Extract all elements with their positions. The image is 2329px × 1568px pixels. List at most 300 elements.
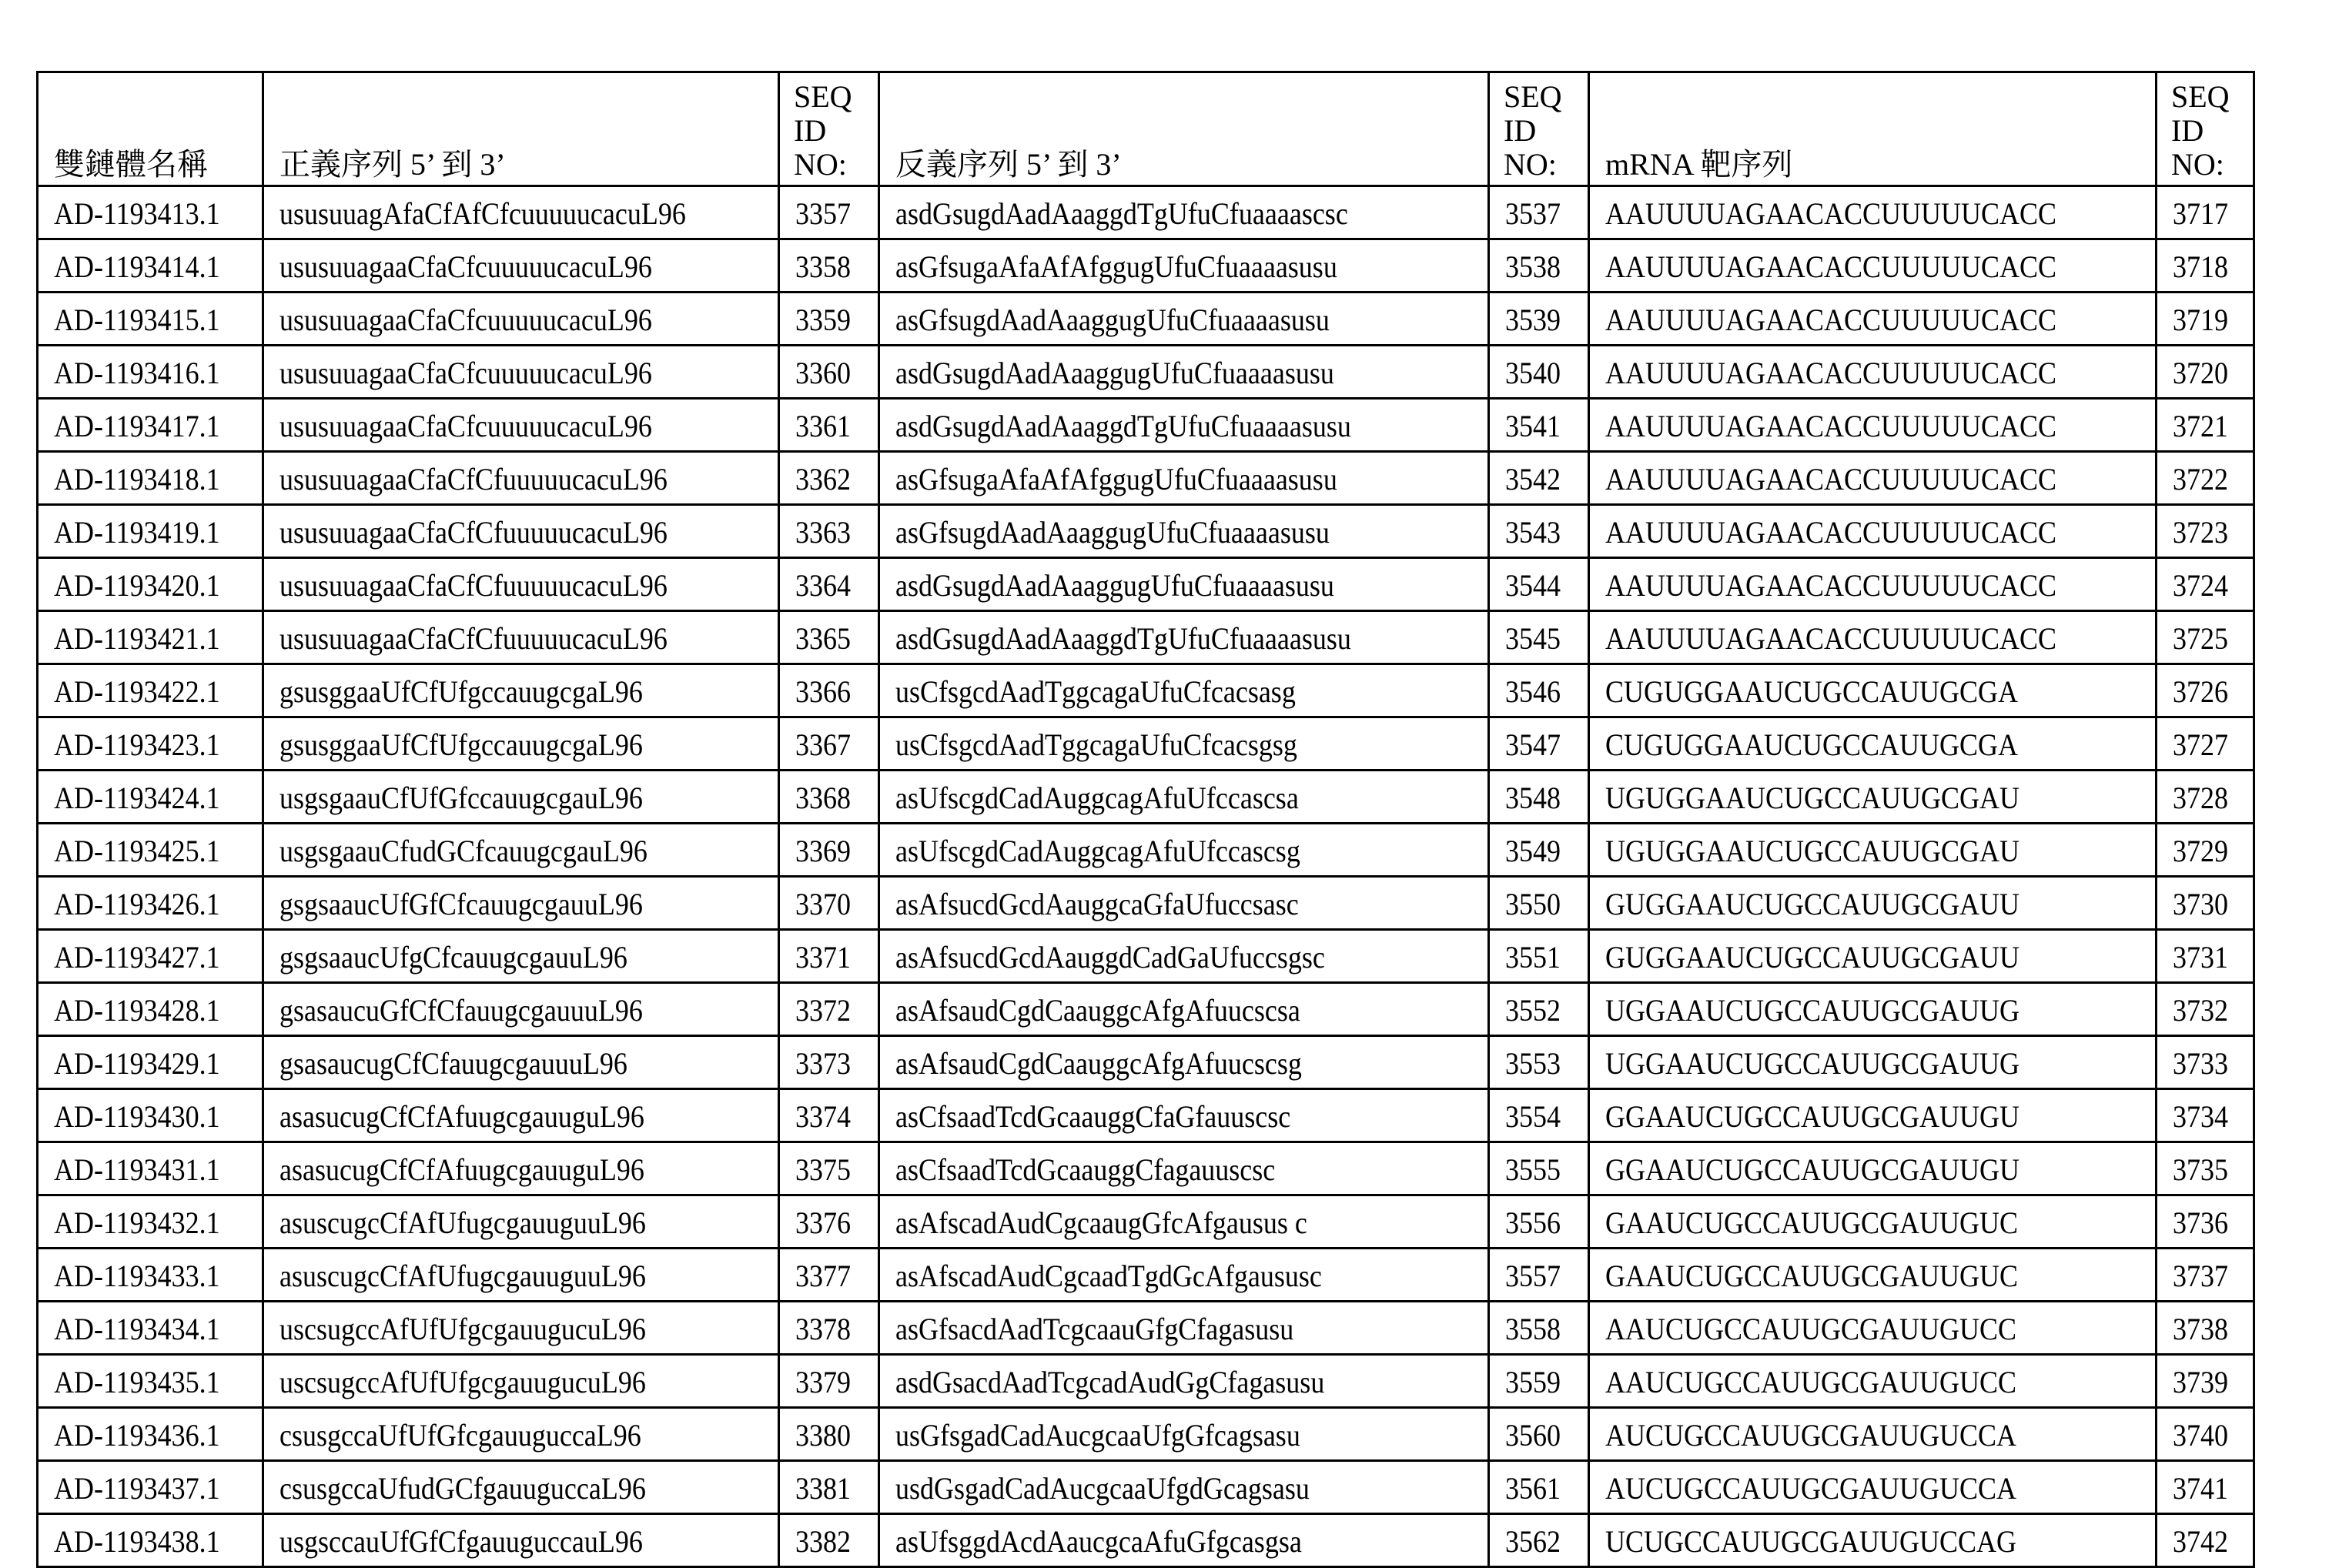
antisense-sequence: asdGsugdAadAaaggugUfuCfuaaaasusu (895, 356, 1334, 390)
duplex-name: AD-1193420.1 (54, 568, 220, 603)
antisense-seq-id: 3556 (1505, 1205, 1561, 1240)
antisense-sequence-cell (879, 452, 1489, 505)
header-mrna-seq-id (2157, 72, 2254, 186)
antisense-seq-id-cell (1489, 1142, 1589, 1195)
mrna-target-sequence: UCUGCCAUUGCGAUUGUCCAG (1605, 1524, 2017, 1559)
sense-sequence: usgsgaauCfudGCfcauugcgauL96 (279, 834, 648, 868)
antisense-seq-id-cell (1489, 1514, 1589, 1567)
antisense-sequence-cell (879, 611, 1489, 664)
header-label: 反義序列 5’ 到 3’ (895, 147, 1122, 182)
duplex-name: AD-1193432.1 (54, 1205, 220, 1240)
antisense-seq-id-cell (1489, 1195, 1589, 1249)
mrna-target-cell (1589, 399, 2157, 452)
mrna-seq-id: 3733 (2173, 1046, 2228, 1081)
mrna-target-cell (1589, 1408, 2157, 1461)
antisense-seq-id: 3545 (1505, 621, 1561, 656)
mrna-seq-id-cell (2157, 399, 2254, 452)
header-sense-seq-id (779, 72, 879, 186)
sense-seq-id: 3367 (795, 727, 851, 762)
sense-seq-id: 3369 (795, 834, 851, 868)
mrna-target-sequence: UGGAAUCUGCCAUUGCGAUUG (1605, 1046, 2020, 1081)
table-row (38, 664, 2254, 717)
antisense-sequence: asGfsugdAadAaaggugUfuCfuaaaasusu (895, 515, 1330, 550)
sense-sequence-cell (263, 771, 779, 824)
mrna-target-cell (1589, 452, 2157, 505)
header-label: 雙鏈體名稱 (54, 147, 208, 182)
sense-sequence-cell (263, 452, 779, 505)
antisense-sequence: asAfsucdGcdAauggdCadGaUfuccsgsc (895, 940, 1325, 975)
sense-sequence-cell (263, 239, 779, 293)
antisense-sequence: asdGsugdAadAaaggdTgUfuCfuaaaasusu (895, 409, 1351, 443)
antisense-sequence-cell (879, 771, 1489, 824)
mrna-seq-id: 3734 (2173, 1099, 2228, 1134)
mrna-seq-id-cell (2157, 930, 2254, 983)
mrna-seq-id: 3724 (2173, 568, 2228, 603)
duplex-name-cell (38, 717, 263, 771)
mrna-target-cell (1589, 664, 2157, 717)
antisense-seq-id: 3554 (1505, 1099, 1561, 1134)
header-label: ID (794, 113, 827, 148)
header-label: ID (1504, 113, 1537, 148)
mrna-seq-id-cell (2157, 877, 2254, 930)
sense-seq-id-cell (779, 1461, 879, 1514)
antisense-sequence: asAfsaudCgdCaauggcAfgAfuucscsg (895, 1046, 1302, 1081)
antisense-seq-id: 3543 (1505, 515, 1561, 550)
header-mrna-target (1589, 72, 2157, 186)
duplex-name: AD-1193417.1 (54, 409, 220, 443)
duplex-name: AD-1193438.1 (54, 1524, 220, 1559)
antisense-sequence: asUfscgdCadAuggcagAfuUfccascsg (895, 834, 1300, 868)
antisense-seq-id: 3552 (1505, 993, 1561, 1028)
sense-sequence: ususuuagaaCfaCfcuuuuucacuL96 (279, 303, 652, 337)
table-row (38, 771, 2254, 824)
sense-seq-id: 3374 (795, 1099, 851, 1134)
antisense-sequence-cell (879, 930, 1489, 983)
table-row (38, 186, 2254, 239)
sense-seq-id-cell (779, 664, 879, 717)
antisense-seq-id-cell (1489, 1461, 1589, 1514)
antisense-sequence-cell (879, 1408, 1489, 1461)
mrna-target-sequence: UGUGGAAUCUGCCAUUGCGAU (1605, 834, 2020, 868)
antisense-sequence-cell (879, 1249, 1489, 1302)
mrna-target-sequence: GAAUCUGCCAUUGCGAUUGUC (1605, 1205, 2019, 1240)
mrna-target-sequence: GUGGAAUCUGCCAUUGCGAUU (1605, 940, 2020, 975)
mrna-seq-id-cell (2157, 717, 2254, 771)
sense-sequence-cell (263, 1195, 779, 1249)
mrna-seq-id: 3731 (2173, 940, 2228, 975)
mrna-target-sequence: AAUUUUAGAACACCUUUUUCACC (1605, 303, 2057, 337)
mrna-target-sequence: AAUCUGCCAUUGCGAUUGUCC (1605, 1312, 2017, 1346)
antisense-sequence: asAfsucdGcdAauggcaGfaUfuccsasc (895, 887, 1299, 921)
sense-sequence: uscsugccAfUfUfgcgauugucuL96 (279, 1365, 646, 1399)
antisense-sequence-cell (879, 505, 1489, 558)
antisense-seq-id: 3544 (1505, 568, 1561, 603)
antisense-seq-id-cell (1489, 293, 1589, 346)
antisense-sequence: asdGsugdAadAaaggdTgUfuCfuaaaasusu (895, 621, 1351, 656)
duplex-name-cell (38, 824, 263, 877)
antisense-sequence: asCfsaadTcdGcaauggCfagauuscsc (895, 1152, 1276, 1187)
duplex-name-cell (38, 399, 263, 452)
antisense-sequence: asGfsugaAfaAfAfggugUfuCfuaaaasusu (895, 249, 1337, 284)
sense-seq-id: 3373 (795, 1046, 851, 1081)
duplex-name-cell (38, 664, 263, 717)
duplex-name-cell (38, 1142, 263, 1195)
mrna-target-sequence: AAUUUUAGAACACCUUUUUCACC (1605, 568, 2057, 603)
mrna-seq-id-cell (2157, 452, 2254, 505)
duplex-name: AD-1193416.1 (54, 356, 220, 390)
mrna-target-cell (1589, 1089, 2157, 1142)
antisense-sequence: asGfsacdAadTcgcaauGfgCfagasusu (895, 1312, 1294, 1346)
sense-sequence: gsasaucuGfCfCfauugcgauuuL96 (279, 993, 643, 1028)
duplex-name: AD-1193426.1 (54, 887, 220, 921)
mrna-target-sequence: AAUUUUAGAACACCUUUUUCACC (1605, 515, 2057, 550)
sense-sequence: ususuuagaaCfaCfcuuuuucacuL96 (279, 409, 652, 443)
antisense-seq-id-cell (1489, 771, 1589, 824)
antisense-seq-id-cell (1489, 664, 1589, 717)
antisense-seq-id-cell (1489, 824, 1589, 877)
mrna-seq-id: 3723 (2173, 515, 2228, 550)
duplex-name: AD-1193414.1 (54, 249, 220, 284)
header-antisense-sequence (879, 72, 1489, 186)
sense-seq-id-cell (779, 1408, 879, 1461)
header-label: 正義序列 5’ 到 3’ (279, 147, 506, 182)
table-row (38, 877, 2254, 930)
sense-seq-id-cell (779, 1302, 879, 1355)
sense-seq-id: 3366 (795, 674, 851, 709)
mrna-seq-id-cell (2157, 558, 2254, 611)
duplex-name-cell (38, 558, 263, 611)
duplex-name-cell (38, 1036, 263, 1089)
header-row (38, 72, 2254, 186)
mrna-seq-id-cell (2157, 505, 2254, 558)
antisense-seq-id: 3539 (1505, 303, 1561, 337)
sense-sequence-cell (263, 717, 779, 771)
mrna-seq-id-cell (2157, 1195, 2254, 1249)
sense-seq-id: 3365 (795, 621, 851, 656)
sense-sequence: usgsgaauCfUfGfccauugcgauL96 (279, 781, 643, 815)
table-row (38, 824, 2254, 877)
table-row (38, 1249, 2254, 1302)
mrna-target-cell (1589, 717, 2157, 771)
sense-sequence: csusgccaUfudGCfgauuguccaL96 (279, 1471, 646, 1506)
mrna-target-cell (1589, 558, 2157, 611)
antisense-sequence-cell (879, 983, 1489, 1036)
sense-sequence-cell (263, 186, 779, 239)
duplex-name: AD-1193424.1 (54, 781, 220, 815)
mrna-target-cell (1589, 877, 2157, 930)
sense-sequence: gsgsaaucUfGfCfcauugcgauuL96 (279, 887, 643, 921)
sense-seq-id: 3359 (795, 303, 851, 337)
sense-sequence-cell (263, 1355, 779, 1408)
mrna-seq-id: 3727 (2173, 727, 2228, 762)
sense-seq-id: 3379 (795, 1365, 851, 1399)
antisense-sequence-cell (879, 399, 1489, 452)
sense-sequence: uscsugccAfUfUfgcgauugucuL96 (279, 1312, 646, 1346)
document-page (36, 71, 2253, 1568)
header-label: SEQ (2171, 79, 2230, 114)
antisense-seq-id: 3542 (1505, 462, 1561, 496)
mrna-target-cell (1589, 1142, 2157, 1195)
sense-sequence-cell (263, 1408, 779, 1461)
antisense-seq-id-cell (1489, 1408, 1589, 1461)
sense-sequence: ususuuagaaCfaCfcuuuuucacuL96 (279, 356, 652, 390)
mrna-target-cell (1589, 1461, 2157, 1514)
antisense-seq-id: 3547 (1505, 727, 1561, 762)
duplex-name-cell (38, 1249, 263, 1302)
mrna-target-cell (1589, 346, 2157, 399)
sense-seq-id: 3358 (795, 249, 851, 284)
duplex-name-cell (38, 983, 263, 1036)
antisense-seq-id: 3537 (1505, 196, 1561, 231)
header-duplex-name (38, 72, 263, 186)
antisense-seq-id: 3558 (1505, 1312, 1561, 1346)
antisense-sequence: usGfsgadCadAucgcaaUfgGfcagsasu (895, 1418, 1300, 1453)
duplex-name: AD-1193425.1 (54, 834, 220, 868)
antisense-seq-id: 3549 (1505, 834, 1561, 868)
sirna-duplex-table (36, 71, 2255, 1568)
mrna-target-cell (1589, 1249, 2157, 1302)
table-row (38, 611, 2254, 664)
antisense-sequence-cell (879, 877, 1489, 930)
antisense-seq-id: 3553 (1505, 1046, 1561, 1081)
mrna-target-sequence: AAUUUUAGAACACCUUUUUCACC (1605, 356, 2057, 390)
mrna-target-sequence: AAUUUUAGAACACCUUUUUCACC (1605, 621, 2057, 656)
table-row (38, 930, 2254, 983)
duplex-name: AD-1193415.1 (54, 303, 220, 337)
antisense-sequence-cell (879, 824, 1489, 877)
mrna-target-cell (1589, 1514, 2157, 1567)
mrna-seq-id-cell (2157, 1408, 2254, 1461)
sense-seq-id-cell (779, 930, 879, 983)
antisense-seq-id-cell (1489, 611, 1589, 664)
sense-sequence: csusgccaUfUfGfcgauuguccaL96 (279, 1418, 641, 1453)
header-label: mRNA 靶序列 (1605, 147, 1793, 182)
sense-seq-id-cell (779, 186, 879, 239)
mrna-target-sequence: GGAAUCUGCCAUUGCGAUUGU (1605, 1099, 2020, 1134)
header-label: ID (2171, 113, 2204, 148)
sense-sequence-cell (263, 824, 779, 877)
sense-sequence: asasucugCfCfAfuugcgauuguL96 (279, 1099, 644, 1134)
mrna-seq-id: 3739 (2173, 1365, 2228, 1399)
sense-sequence: gsgsaaucUfgCfcauugcgauuL96 (279, 940, 627, 975)
mrna-seq-id: 3721 (2173, 409, 2228, 443)
duplex-name-cell (38, 1514, 263, 1567)
antisense-sequence-cell (879, 1195, 1489, 1249)
sense-seq-id: 3363 (795, 515, 851, 550)
mrna-target-sequence: AAUCUGCCAUUGCGAUUGUCC (1605, 1365, 2017, 1399)
duplex-name-cell (38, 239, 263, 293)
sense-seq-id: 3368 (795, 781, 851, 815)
duplex-name: AD-1193419.1 (54, 515, 220, 550)
mrna-seq-id: 3728 (2173, 781, 2228, 815)
antisense-sequence-cell (879, 1461, 1489, 1514)
sense-sequence-cell (263, 1249, 779, 1302)
mrna-target-sequence: UGGAAUCUGCCAUUGCGAUUG (1605, 993, 2020, 1028)
antisense-seq-id: 3560 (1505, 1418, 1561, 1453)
sense-seq-id: 3357 (795, 196, 851, 231)
antisense-sequence-cell (879, 717, 1489, 771)
duplex-name-cell (38, 1195, 263, 1249)
mrna-seq-id: 3730 (2173, 887, 2228, 921)
sense-sequence: ususuuagaaCfaCfCfuuuuucacuL96 (279, 515, 668, 550)
mrna-seq-id: 3725 (2173, 621, 2228, 656)
duplex-name: AD-1193421.1 (54, 621, 220, 656)
antisense-sequence-cell (879, 664, 1489, 717)
sense-seq-id-cell (779, 1195, 879, 1249)
header-label: NO: (1504, 147, 1557, 182)
sense-sequence-cell (263, 664, 779, 717)
header-label: SEQ (794, 79, 852, 114)
table-row (38, 1514, 2254, 1567)
duplex-name-cell (38, 930, 263, 983)
antisense-sequence-cell (879, 1355, 1489, 1408)
sense-seq-id: 3370 (795, 887, 851, 921)
antisense-seq-id-cell (1489, 186, 1589, 239)
duplex-name-cell (38, 505, 263, 558)
table-header (38, 72, 2254, 186)
antisense-seq-id-cell (1489, 1355, 1589, 1408)
duplex-name: AD-1193437.1 (54, 1471, 220, 1506)
duplex-name-cell (38, 611, 263, 664)
table-row (38, 1302, 2254, 1355)
mrna-target-cell (1589, 983, 2157, 1036)
sense-sequence-cell (263, 1142, 779, 1195)
duplex-name: AD-1193433.1 (54, 1259, 220, 1293)
mrna-seq-id-cell (2157, 983, 2254, 1036)
sense-sequence-cell (263, 877, 779, 930)
sense-sequence: asuscugcCfAfUfugcgauuguuL96 (279, 1259, 646, 1293)
sense-seq-id-cell (779, 771, 879, 824)
sense-sequence-cell (263, 399, 779, 452)
table-row (38, 717, 2254, 771)
antisense-seq-id: 3562 (1505, 1524, 1561, 1559)
antisense-sequence-cell (879, 293, 1489, 346)
mrna-target-cell (1589, 1036, 2157, 1089)
mrna-target-sequence: AUCUGCCAUUGCGAUUGUCCA (1605, 1471, 2017, 1506)
antisense-sequence-cell (879, 346, 1489, 399)
mrna-seq-id: 3736 (2173, 1205, 2228, 1240)
antisense-seq-id-cell (1489, 505, 1589, 558)
antisense-sequence: asdGsugdAadAaaggugUfuCfuaaaasusu (895, 568, 1334, 603)
antisense-seq-id-cell (1489, 558, 1589, 611)
table-row (38, 1195, 2254, 1249)
table-row (38, 1089, 2254, 1142)
antisense-sequence-cell (879, 1514, 1489, 1567)
duplex-name: AD-1193436.1 (54, 1418, 220, 1453)
sense-seq-id-cell (779, 1355, 879, 1408)
table-row (38, 558, 2254, 611)
table-row (38, 1142, 2254, 1195)
antisense-seq-id: 3550 (1505, 887, 1561, 921)
mrna-target-cell (1589, 293, 2157, 346)
sense-sequence-cell (263, 293, 779, 346)
sense-seq-id-cell (779, 1089, 879, 1142)
antisense-seq-id-cell (1489, 1249, 1589, 1302)
sense-seq-id-cell (779, 452, 879, 505)
mrna-target-sequence: UGUGGAAUCUGCCAUUGCGAU (1605, 781, 2020, 815)
duplex-name-cell (38, 1408, 263, 1461)
antisense-seq-id: 3538 (1505, 249, 1561, 284)
table-row (38, 346, 2254, 399)
duplex-name: AD-1193428.1 (54, 993, 220, 1028)
duplex-name-cell (38, 186, 263, 239)
mrna-target-sequence: GAAUCUGCCAUUGCGAUUGUC (1605, 1259, 2019, 1293)
duplex-name: AD-1193430.1 (54, 1099, 220, 1134)
mrna-target-cell (1589, 771, 2157, 824)
sense-sequence: ususuuagaaCfaCfCfuuuuucacuL96 (279, 621, 668, 656)
mrna-seq-id: 3720 (2173, 356, 2228, 390)
sense-seq-id-cell (779, 1249, 879, 1302)
sense-seq-id: 3362 (795, 462, 851, 496)
mrna-seq-id: 3729 (2173, 834, 2228, 868)
mrna-seq-id-cell (2157, 1142, 2254, 1195)
sense-sequence-cell (263, 983, 779, 1036)
antisense-seq-id-cell (1489, 1302, 1589, 1355)
antisense-seq-id-cell (1489, 1036, 1589, 1089)
table-row (38, 1408, 2254, 1461)
mrna-target-cell (1589, 239, 2157, 293)
mrna-target-sequence: GGAAUCUGCCAUUGCGAUUGU (1605, 1152, 2020, 1187)
table-row (38, 452, 2254, 505)
duplex-name-cell (38, 877, 263, 930)
mrna-target-sequence: CUGUGGAAUCUGCCAUUGCGA (1605, 674, 2019, 709)
antisense-sequence: asdGsugdAadAaaggdTgUfuCfuaaaascsc (895, 196, 1348, 231)
antisense-sequence: asAfsaudCgdCaauggcAfgAfuucscsa (895, 993, 1300, 1028)
mrna-target-sequence: CUGUGGAAUCUGCCAUUGCGA (1605, 727, 2019, 762)
antisense-sequence: usCfsgcdAadTggcagaUfuCfcacsasg (895, 674, 1296, 709)
antisense-sequence-cell (879, 1302, 1489, 1355)
mrna-target-cell (1589, 1302, 2157, 1355)
duplex-name-cell (38, 346, 263, 399)
sense-seq-id: 3361 (795, 409, 851, 443)
sense-sequence: ususuuagaaCfaCfCfuuuuucacuL96 (279, 568, 668, 603)
sense-seq-id-cell (779, 293, 879, 346)
table-row (38, 399, 2254, 452)
sense-seq-id: 3377 (795, 1259, 851, 1293)
sense-seq-id: 3360 (795, 356, 851, 390)
mrna-seq-id: 3738 (2173, 1312, 2228, 1346)
sense-seq-id-cell (779, 399, 879, 452)
mrna-target-sequence: AAUUUUAGAACACCUUUUUCACC (1605, 196, 2057, 231)
header-antisense-seq-id (1489, 72, 1589, 186)
header-label: SEQ (1504, 79, 1562, 114)
table-body (38, 186, 2254, 1567)
sense-seq-id-cell (779, 505, 879, 558)
sense-sequence: gsasaucugCfCfauugcgauuuL96 (279, 1046, 627, 1081)
mrna-seq-id-cell (2157, 771, 2254, 824)
duplex-name: AD-1193427.1 (54, 940, 220, 975)
duplex-name: AD-1193413.1 (54, 196, 220, 231)
mrna-seq-id: 3741 (2173, 1471, 2228, 1506)
mrna-seq-id-cell (2157, 1302, 2254, 1355)
mrna-seq-id: 3742 (2173, 1524, 2228, 1559)
mrna-seq-id-cell (2157, 824, 2254, 877)
sense-sequence: asasucugCfCfAfuugcgauuguL96 (279, 1152, 644, 1187)
antisense-sequence-cell (879, 239, 1489, 293)
sense-seq-id-cell (779, 717, 879, 771)
mrna-target-sequence: AAUUUUAGAACACCUUUUUCACC (1605, 249, 2057, 284)
duplex-name-cell (38, 1302, 263, 1355)
antisense-seq-id: 3546 (1505, 674, 1561, 709)
antisense-seq-id-cell (1489, 930, 1589, 983)
duplex-name-cell (38, 1089, 263, 1142)
mrna-seq-id-cell (2157, 293, 2254, 346)
mrna-target-cell (1589, 1195, 2157, 1249)
mrna-seq-id: 3718 (2173, 249, 2228, 284)
duplex-name-cell (38, 1461, 263, 1514)
sense-sequence: ususuuagaaCfaCfCfuuuuucacuL96 (279, 462, 668, 496)
antisense-sequence-cell (879, 1142, 1489, 1195)
